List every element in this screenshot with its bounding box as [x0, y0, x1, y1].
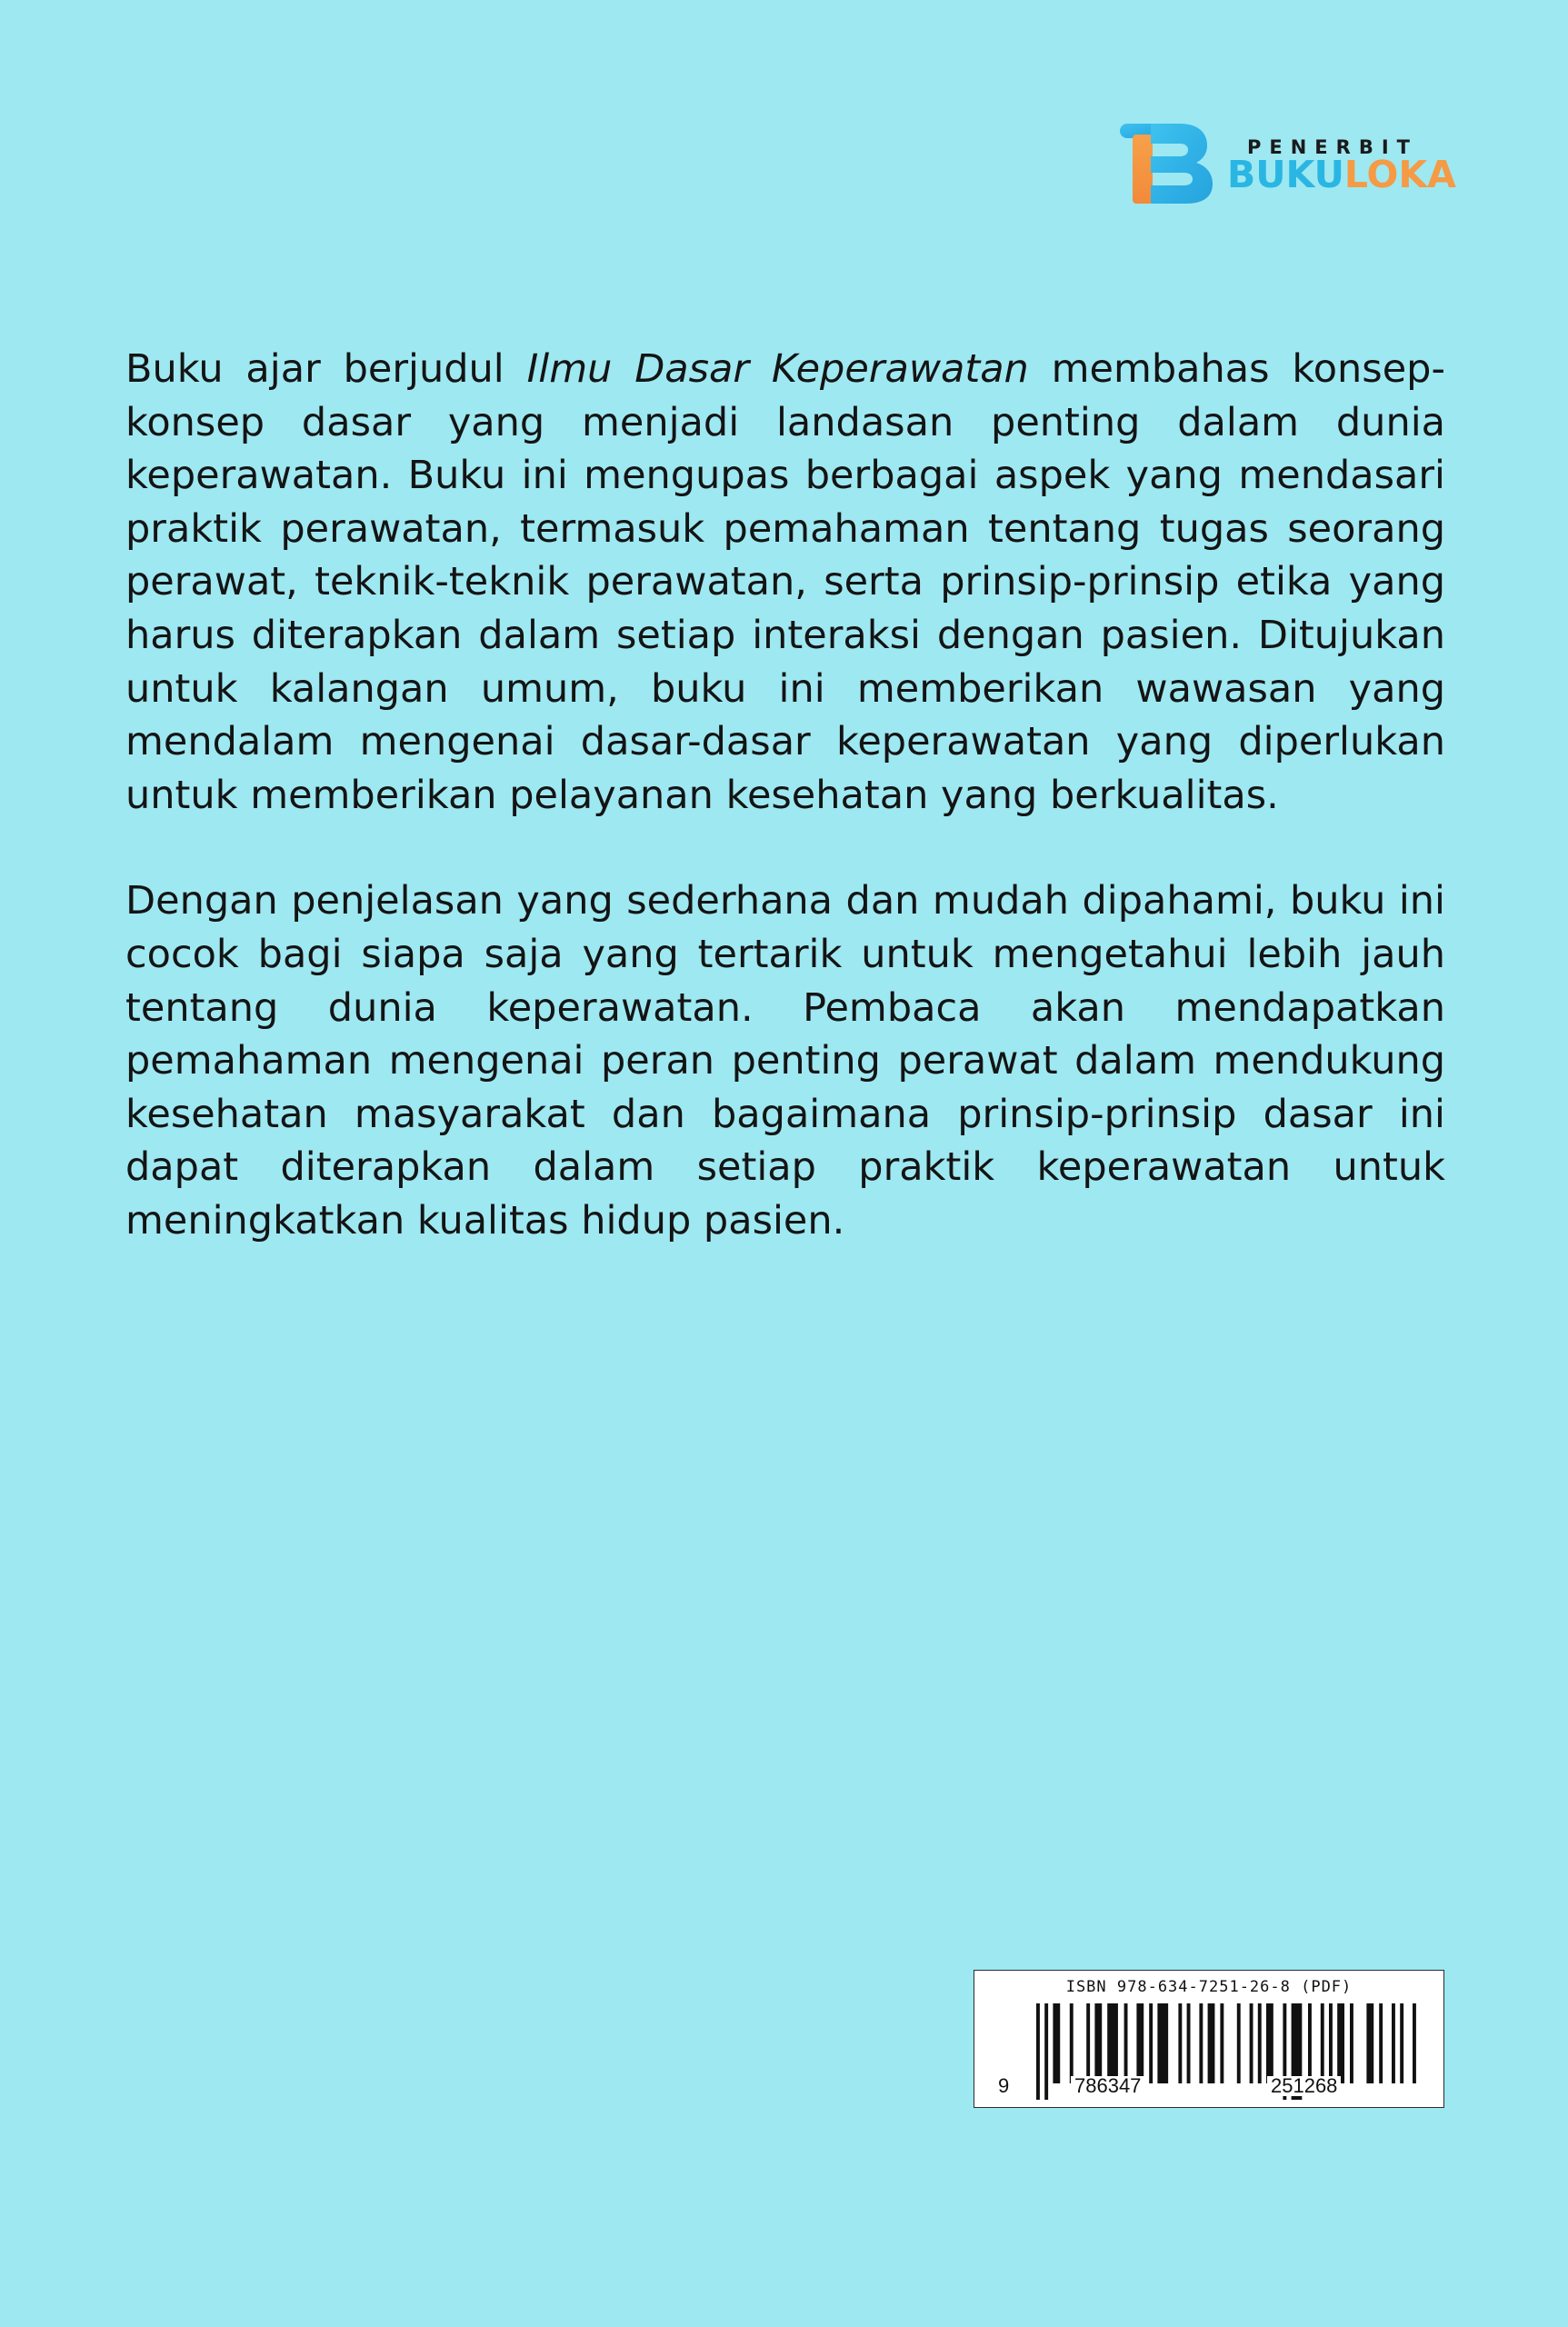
barcode-bar	[1350, 2003, 1353, 2083]
isbn-barcode	[974, 1970, 1444, 2108]
book-description	[125, 343, 1445, 1248]
barcode-bar	[1053, 2003, 1060, 2083]
barcode-bar	[1094, 2003, 1102, 2083]
barcode-bar	[1329, 2003, 1333, 2083]
barcode-bar	[1366, 2003, 1373, 2083]
description-paragraph-1	[125, 343, 1445, 822]
barcode-bar	[1337, 2003, 1344, 2083]
publisher-logo	[1120, 122, 1456, 209]
description-paragraph-2: Dengan penjelasan yang sederhana dan mudah dipahami, buku ini cocok bagi siapa saja yang tertarik untuk mengetahui lebih jauh tentang dunia keperawatan. Pembaca akan mendapatkan pemahaman mengenai peran penting perawat dalam mendukung kesehatan masyarakat dan bagaimana prinsip-prinsip dasar ini dapat diterapkan dalam setiap praktik keperawatan untuk meningkatkan kualitas hidup pasien.	[125, 878, 1445, 1243]
publisher-name	[1227, 153, 1456, 196]
barcode-bar	[1149, 2003, 1153, 2083]
barcode-bar	[1413, 2003, 1416, 2083]
barcode-bar	[1157, 2003, 1168, 2083]
barcode-bar	[1379, 2003, 1383, 2083]
publisher-name-part1: BUKU	[1227, 153, 1344, 196]
description-intro: Buku ajar berjudul	[125, 346, 527, 392]
description-body-1: membahas konsep-konsep dasar yang menjadi landasan penting dalam dunia keperawatan. Buku ini mengupas berbagai aspek yang mendasari praktik perawatan, termasuk pemahaman tentang tugas seorang perawat, teknik-teknik perawatan, serta prinsip-prinsip etika yang harus diterapkan dalam setiap interaksi dengan pasien. Ditujukan untuk kalangan umum, buku ini memberikan wawasan yang mendalam mengenai dasar-dasar keperawatan yang diperlukan untuk memberikan pelayanan kesehatan yang berkualitas.	[125, 346, 1445, 818]
barcode-bar	[1070, 2003, 1074, 2083]
barcode-bar	[1400, 2003, 1403, 2083]
publisher-name-part2: LOKA	[1343, 153, 1456, 196]
barcode-bar	[1208, 2003, 1215, 2083]
publisher-label: PENERBIT	[1247, 136, 1418, 158]
barcode-bar	[1044, 2003, 1048, 2100]
isbn-label: ISBN 978-634-7251-26-8 (PDF)	[1065, 1978, 1353, 1996]
barcode-digits-left: 786347	[1071, 2076, 1144, 2096]
barcode-bar	[1237, 2003, 1241, 2083]
barcode-bar	[1220, 2003, 1223, 2083]
barcode-bar	[1321, 2003, 1324, 2083]
barcode-bar	[1258, 2003, 1262, 2083]
barcode-bar	[1178, 2003, 1182, 2083]
barcode-digits-right: 251268	[1267, 2076, 1341, 2096]
barcode-bar	[1199, 2003, 1203, 2083]
barcode-bar	[1136, 2003, 1144, 2083]
barcode-bar	[1124, 2003, 1128, 2083]
barcode-bar	[1187, 2003, 1191, 2083]
barcode-bar	[1392, 2003, 1395, 2083]
barcode-bar	[1107, 2003, 1118, 2083]
barcode-digit-first: 9	[994, 2076, 1013, 2096]
book-title: Ilmu Dasar Keperawatan	[526, 346, 1029, 392]
barcode-bar	[1086, 2003, 1090, 2083]
barcode-bar	[1036, 2003, 1040, 2100]
barcode-bar	[1308, 2003, 1312, 2083]
barcode-bar	[1250, 2003, 1253, 2083]
bukuloka-b-logo-icon	[1120, 122, 1216, 205]
barcode-bar	[1266, 2003, 1273, 2083]
